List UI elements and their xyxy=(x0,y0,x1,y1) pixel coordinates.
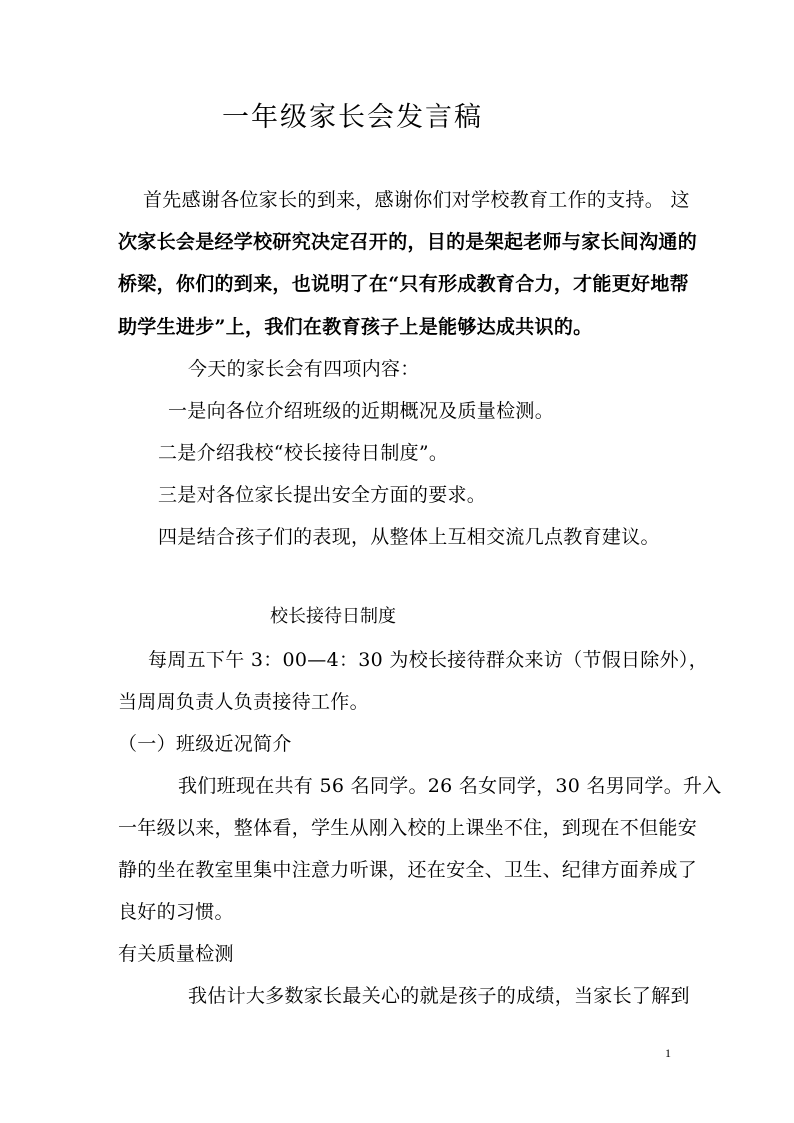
quality-line-1: 我估计大多数家长最关心的就是孩子的成绩，当家长了解到 xyxy=(188,985,690,1007)
intro-line-4: 助学生进步”上，我们在教育孩子上是能够达成共识的。 xyxy=(118,316,593,338)
agenda-item-1: 一是向各位介绍班级的近期概况及质量检测。 xyxy=(168,400,555,422)
class-overview-line-2: 一年级以来，整体看，学生从刚入校的上课坐不住，到现在不但能安 xyxy=(118,817,698,839)
page-number: 1 xyxy=(665,1046,671,1060)
agenda-item-2: 二是介绍我校“校长接待日制度”。 xyxy=(158,442,449,464)
intro-line-1: 首先感谢各位家长的到来，感谢你们对学校教育工作的支持。 这 xyxy=(143,189,690,211)
agenda-item-3: 三是对各位家长提出安全方面的要求。 xyxy=(158,484,487,506)
class-overview-heading: （一）班级近况简介 xyxy=(118,733,292,755)
intro-line-3: 桥梁，你们的到来，也说明了在“只有形成教育合力，才能更好地帮 xyxy=(118,273,689,295)
quality-heading: 有关质量检测 xyxy=(118,943,234,965)
principal-reception-line-2: 当周周负责人负责接待工作。 xyxy=(118,691,369,713)
document-title: 一年级家长会发言稿 xyxy=(222,102,483,133)
class-overview-line-3: 静的坐在教室里集中注意力听课，还在安全、卫生、纪律方面养成了 xyxy=(118,859,698,881)
principal-reception-line-1: 每周五下午 3：00—4：30 为校长接待群众来访（节假日除外）， xyxy=(148,649,709,671)
class-overview-line-4: 良好的习惯。 xyxy=(118,901,234,923)
agenda-item-4: 四是结合孩子们的表现，从整体上互相交流几点教育建议。 xyxy=(158,526,660,548)
intro-line-2: 次家长会是经学校研究决定召开的，目的是架起老师与家长间沟通的 xyxy=(118,231,698,253)
agenda-heading: 今天的家长会有四项内容： xyxy=(188,358,420,380)
class-overview-line-1: 我们班现在共有 56 名同学。26 名女同学，30 名男同学。升入 xyxy=(178,775,722,797)
principal-reception-heading: 校长接待日制度 xyxy=(270,606,396,627)
